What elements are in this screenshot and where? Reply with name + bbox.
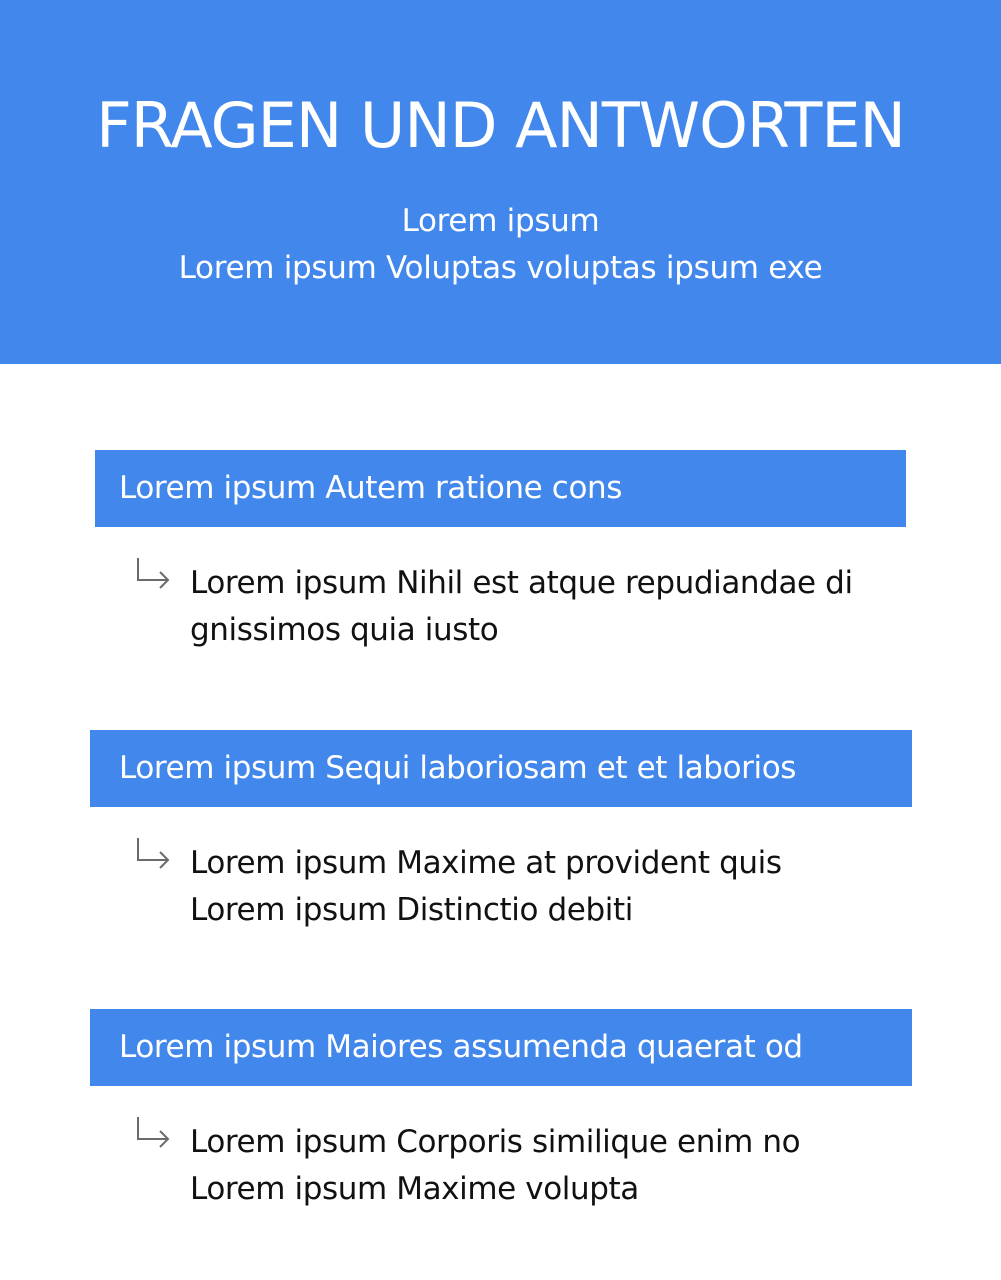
arrow-down-right-icon xyxy=(132,1115,172,1151)
faq-answer xyxy=(190,840,920,934)
faq-question-text: Lorem ipsum Autem ratione cons xyxy=(119,470,623,506)
faq-answer xyxy=(190,1119,920,1213)
faq-question-text: Lorem ipsum Sequi laboriosam et et laborios xyxy=(119,750,797,786)
faq-answer-line: Lorem ipsum Distinctio debiti xyxy=(190,892,633,928)
subtitle-line-1: Lorem ipsum xyxy=(401,203,600,239)
faq-answer-line: Lorem ipsum Corporis similique enim no xyxy=(190,1124,801,1160)
header-banner xyxy=(0,0,1001,364)
faq-answer xyxy=(190,560,920,654)
subtitle-line-2: Lorem ipsum Voluptas voluptas ipsum exe xyxy=(178,250,823,286)
arrow-down-right-icon xyxy=(132,836,172,872)
faq-question-bar[interactable] xyxy=(90,1009,912,1086)
faq-answer-line: gnissimos quia iusto xyxy=(190,612,499,648)
faq-answer-line: Lorem ipsum Maxime at provident quis xyxy=(190,845,782,881)
faq-answer-line: Lorem ipsum Nihil est atque repudiandae di xyxy=(190,565,853,601)
faq-question-bar[interactable] xyxy=(90,730,912,807)
faq-question-text: Lorem ipsum Maiores assumenda quaerat od xyxy=(119,1029,803,1065)
faq-question-bar[interactable] xyxy=(95,450,906,527)
page-title: FRAGEN UND ANTWORTEN xyxy=(96,89,905,162)
faq-answer-line: Lorem ipsum Maxime volupta xyxy=(190,1171,639,1207)
arrow-down-right-icon xyxy=(132,556,172,592)
